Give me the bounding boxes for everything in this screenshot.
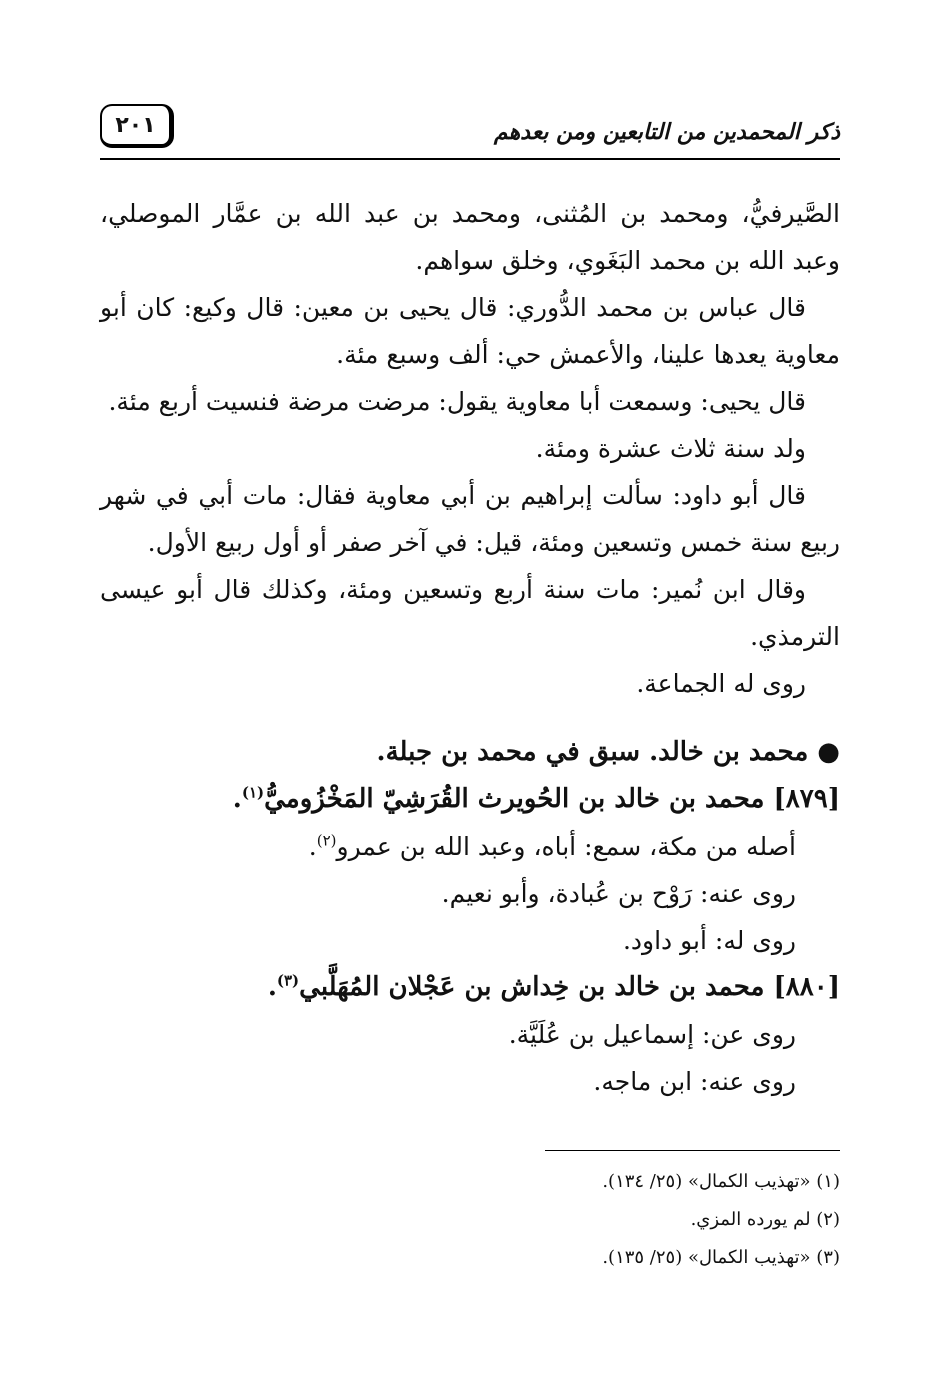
entry-880-narrated-from: روى عن: إسماعيل بن عُلَيَّة. (508, 1020, 796, 1049)
entry-title-end: . (267, 972, 277, 1002)
footnote-1: (١) «تهذيب الكمال» (٢٥/ ١٣٤). (602, 1171, 840, 1192)
running-head: ذكر المحمدين من التابعين ومن بعدهم (493, 120, 840, 145)
page-number-box (100, 104, 174, 148)
paragraph: وقال ابن نُمير: مات سنة أربع وتسعين ومئة، وكذلك قال أبو عيسى الترمذي. (100, 575, 840, 651)
footnotes (100, 1163, 840, 1277)
entry-title: [٨٧٩] محمد بن خالد بن الحُويرث القُرَشِيّ المَخْزُوميُّ (264, 784, 840, 814)
page-number: ٢٠١ (115, 112, 156, 138)
entry-title: [٨٨٠] محمد بن خالد بن خِداش بن عَجْلان المُهَلَّبي (299, 972, 840, 1002)
footnote-mark: (٣) (276, 971, 300, 990)
footnote-3: (٣) «تهذيب الكمال» (٢٥/ ١٣٥). (602, 1247, 840, 1268)
paragraph: قال أبو داود: سألت إبراهيم بن أبي معاوية فقال: مات أبي في شهر ربيع سنة خمس وتسعين ومئة، قيل: في آخر صفر أو أول ربيع الأول. (100, 481, 840, 557)
paragraph: الصَّيرفيُّ، ومحمد بن المُثنى، ومحمد بن عبد الله بن عمَّار الموصلي، وعبد الله بن محمد البَغَوي، وخلق سواهم. (100, 199, 840, 275)
entry-879-narrators: روى عنه: رَوْح بن عُبادة، وأبو نعيم. (441, 879, 796, 908)
paragraph: قال يحيى: وسمعت أبا معاوية يقول: مرضت مرضة فنسيت أربع مئة. (108, 387, 806, 416)
entry-title-end: . (232, 784, 242, 814)
cross-reference-entry: ● محمد بن خالد. سبق في محمد بن جبلة. (376, 737, 840, 767)
footnote-rule (545, 1150, 840, 1151)
footnote-mark: (٢) (316, 831, 337, 850)
page-header (100, 104, 840, 156)
entry-879-origin (100, 823, 840, 870)
header-rule (100, 158, 840, 160)
paragraph: ولد سنة ثلاث عشرة ومئة. (535, 434, 806, 463)
origin-text: أصله من مكة، سمع: أباه، وعبد الله بن عمرو (336, 832, 796, 861)
paragraph: روى له الجماعة. (636, 669, 806, 698)
footnote-2: (٢) لم يورده المزي. (690, 1209, 840, 1230)
footnote-mark: (١) (241, 783, 265, 802)
entry-880-narrators: روى عنه: ابن ماجه. (593, 1067, 796, 1096)
main-text (100, 190, 840, 1105)
paragraph: قال عباس بن محمد الدُّوري: قال يحيى بن معين: قال وكيع: كان أبو معاوية يعدها علينا، والأعمش حي: ألف وسبع مئة. (100, 293, 840, 369)
entry-heading-879 (100, 776, 840, 823)
origin-end: . (308, 832, 317, 861)
entry-heading-880 (100, 964, 840, 1011)
entry-879-narrated-for: روى له: أبو داود. (622, 926, 796, 955)
